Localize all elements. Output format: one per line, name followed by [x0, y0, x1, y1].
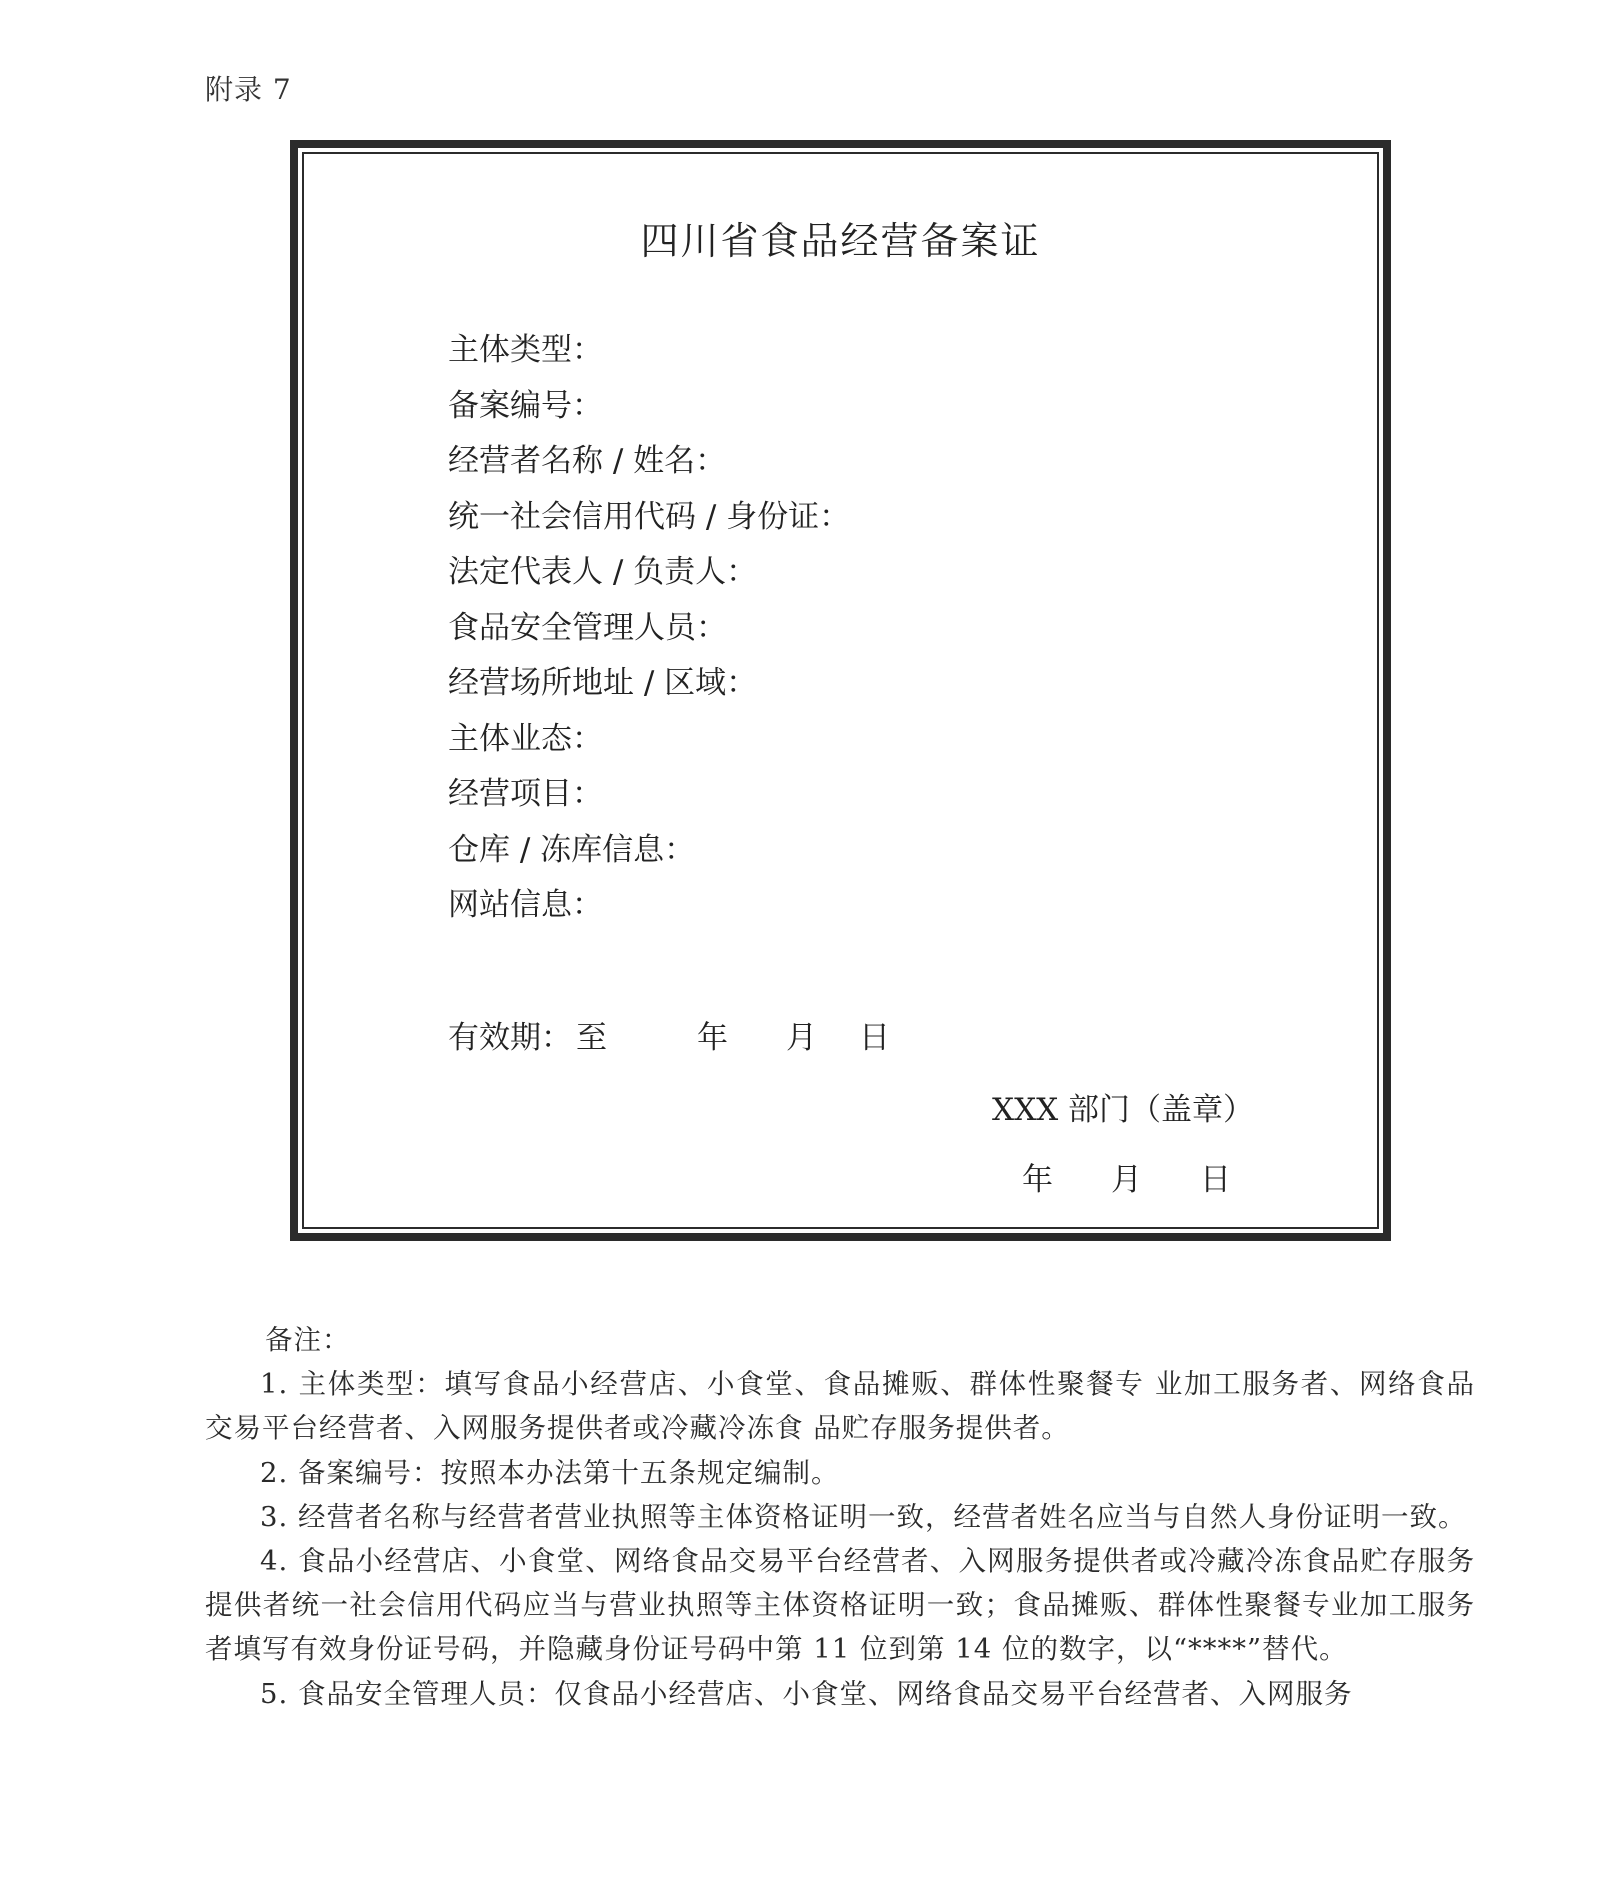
- issue-month: 月: [1111, 1162, 1142, 1198]
- validity-period: [448, 1012, 890, 1057]
- field-premises-address: 经营场所地址 / 区域：: [448, 665, 758, 701]
- notes-heading: 备注：: [265, 1324, 351, 1356]
- note-item-2: 2. 备案编号：按照本办法第十五条规定编制。: [260, 1456, 840, 1489]
- field-legal-representative: 法定代表人 / 负责人：: [448, 554, 758, 590]
- field-business-format: 主体业态：: [448, 720, 603, 757]
- note-item-4: 4. 食品小经营店、小食堂、网络食品交易平台经营者、入网服务提供者或冷藏冷冻食品贮存服务提供者统一社会信用代码应当与营业执照等主体资格证明一致；食品摊贩、群体性聚餐专业加工服务者填写有效身份证号码，并隐藏身份证号码中第 11 位到第 14 位的数字，以“****”替代。: [205, 1545, 1475, 1666]
- field-safety-manager: 食品安全管理人员：: [448, 609, 727, 646]
- field-business-items: 经营项目：: [448, 776, 603, 812]
- field-warehouse-info: 仓库 / 冻库信息：: [448, 831, 696, 868]
- validity-month: 月: [786, 1020, 817, 1056]
- field-operator-name: 经营者名称 / 姓名：: [448, 443, 727, 479]
- validity-day: 日: [859, 1020, 890, 1056]
- issue-day: 日: [1200, 1162, 1231, 1198]
- issue-year: 年: [1022, 1162, 1053, 1198]
- note-item-1: 1. 主体类型：填写食品小经营店、小食堂、食品摊贩、群体性聚餐专 业加工服务者、网络食品交易平台经营者、入网服务提供者或冷藏冷冻食 品贮存服务提供者。: [205, 1368, 1475, 1445]
- note-item-3: 3. 经营者名称与经营者营业执照等主体资格证明一致，经营者姓名应当与自然人身份证明一致。: [260, 1500, 1467, 1533]
- appendix-label: 附录 7: [205, 73, 292, 106]
- field-website-info: 网站信息：: [448, 887, 603, 923]
- field-record-number: 备案编号：: [448, 387, 603, 424]
- issuing-department: XXX 部门（盖章）: [992, 1092, 1255, 1128]
- validity-to: 至: [576, 1020, 607, 1056]
- note-item-5: 5. 食品安全管理人员：仅食品小经营店、小食堂、网络食品交易平台经营者、入网服务: [260, 1677, 1353, 1710]
- validity-year: 年: [697, 1020, 728, 1056]
- certificate-frame: [290, 140, 1391, 1241]
- certificate-inner-border: [302, 152, 1379, 1229]
- field-credit-code: 统一社会信用代码 / 身份证：: [448, 498, 851, 535]
- certificate-title: 四川省食品经营备案证: [640, 219, 1041, 263]
- notes-section: [205, 1318, 1475, 1716]
- field-subject-type: 主体类型：: [448, 332, 603, 368]
- issue-date: [1022, 1154, 1231, 1199]
- validity-label: 有效期：: [448, 1020, 572, 1056]
- certificate-field-list: [448, 326, 850, 937]
